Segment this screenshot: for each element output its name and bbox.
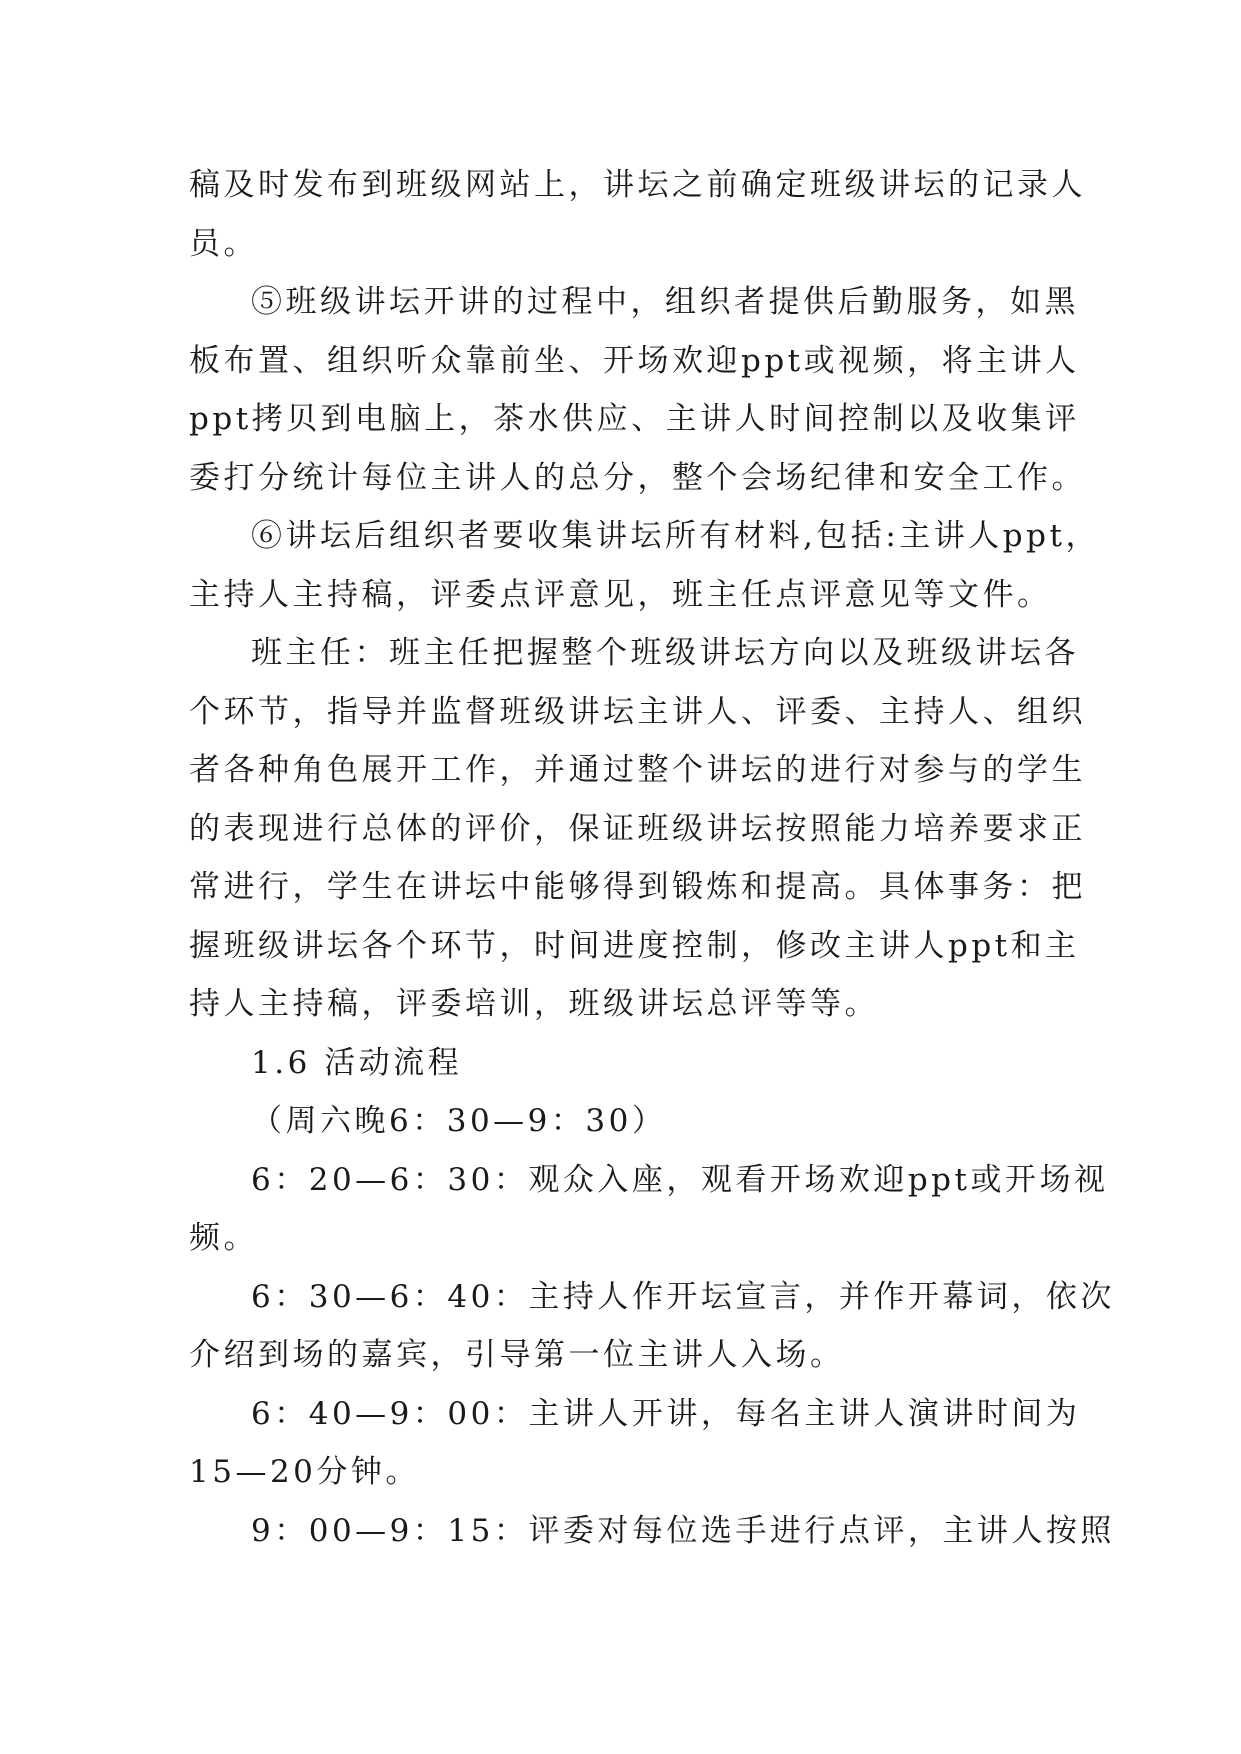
- text-line: 持人主持稿，评委培训，班级讲坛总评等等。: [189, 986, 879, 1022]
- text-line: 班主任：班主任把握整个班级讲坛方向以及班级讲坛各: [251, 635, 1079, 671]
- text-line: 15—20分钟。: [189, 1454, 420, 1490]
- text-line: ⑤班级讲坛开讲的过程中，组织者提供后勤服务，如黑: [251, 284, 1079, 320]
- text-line: 频。: [189, 1220, 258, 1256]
- text-line: 6：30—6：40：主持人作开坛宣言，并作开幕词，依次: [251, 1278, 1115, 1315]
- text-line: 1.6 活动流程: [251, 1044, 463, 1081]
- text-line: 6：40—9：00：主讲人开讲，每名主讲人演讲时间为: [251, 1395, 1081, 1432]
- text-line: ⑥讲坛后组织者要收集讲坛所有材料,包括:主讲人ppt，: [251, 518, 1100, 554]
- text-line: 常进行，学生在讲坛中能够得到锻炼和提高。具体事务：把: [189, 869, 1086, 905]
- text-line: 个环节，指导并监督班级讲坛主讲人、评委、主持人、组织: [189, 693, 1086, 730]
- text-line: 板布置、组织听众靠前坐、开场欢迎ppt或视频，将主讲人: [189, 342, 1080, 379]
- text-line: 的表现进行总体的评价，保证班级讲坛按照能力培养要求正: [189, 810, 1086, 847]
- text-line: 9：00—9：15：评委对每位选手进行点评，主讲人按照: [251, 1512, 1115, 1549]
- text-line: 委打分统计每位主讲人的总分，整个会场纪律和安全工作。: [189, 459, 1086, 496]
- text-line: （周六晚6：30—9：30）: [251, 1103, 667, 1139]
- document-body: [189, 156, 1115, 1560]
- text-line: ppt拷贝到电脑上，茶水供应、主讲人时间控制以及收集评: [189, 401, 1080, 437]
- text-line: 稿及时发布到班级网站上，讲坛之前确定班级讲坛的记录人: [189, 167, 1086, 203]
- text-line: 者各种角色展开工作，并通过整个讲坛的进行对参与的学生: [189, 752, 1086, 788]
- text-line: 6：20—6：30：观众入座，观看开场欢迎ppt或开场视: [251, 1161, 1109, 1198]
- text-line: 握班级讲坛各个环节，时间进度控制，修改主讲人ppt和主: [189, 927, 1080, 964]
- text-line: 员。: [189, 225, 258, 262]
- text-line: 主持人主持稿，评委点评意见，班主任点评意见等文件。: [189, 576, 1052, 613]
- text-line: 介绍到场的嘉宾，引导第一位主讲人入场。: [189, 1337, 845, 1373]
